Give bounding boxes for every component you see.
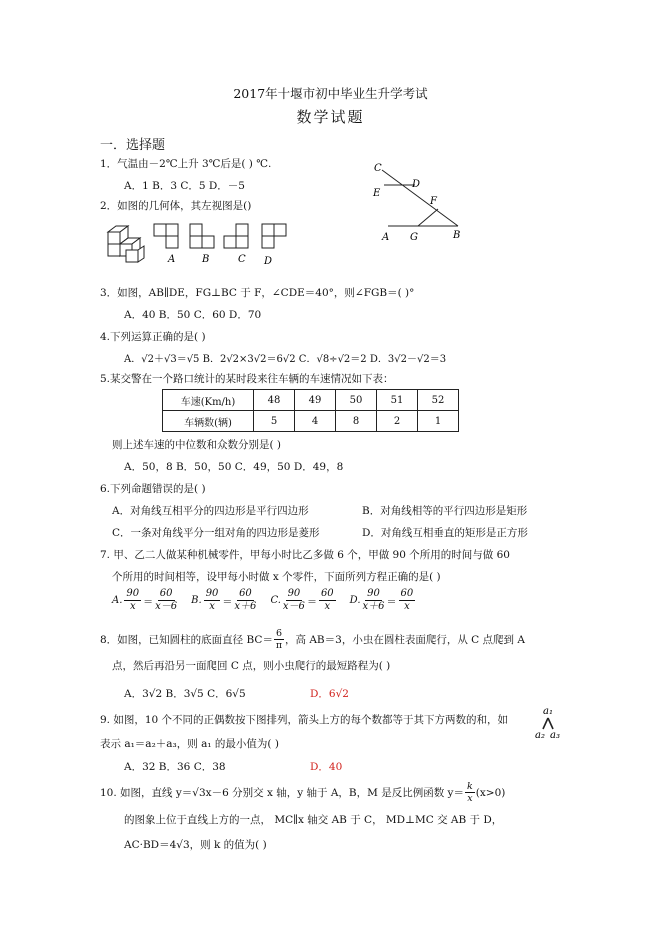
fraction-numerator: 60 <box>400 588 414 599</box>
diagram-a2: a₂ <box>535 730 545 741</box>
fraction-numerator: 60 <box>320 588 334 599</box>
question-7-option <box>112 588 177 613</box>
question-10-text-a: 10. 如图，直线 y＝√3x－6 分别交 x 轴，y 轴于 A，B，M 是反比例函数 y＝ <box>100 787 464 799</box>
question-5: 5.某交警在一个路口统计的某时段来往车辆的车速情况如下表： <box>100 373 394 385</box>
fraction <box>204 588 221 613</box>
question-3-options: A．40 B．50 C．60 D．70 <box>124 309 262 321</box>
table-row <box>163 390 459 411</box>
option-a-label: A <box>168 254 176 265</box>
table-cell: 车速(Km/h) <box>163 390 254 411</box>
question-8-options: A．3√2 B．3√5 C．6√5 <box>124 688 246 700</box>
fraction <box>319 588 336 613</box>
label-d: D <box>412 179 421 190</box>
question-8-text-b: ，高 AB＝3，小虫在圆柱表面爬行，从 C 点爬到 A <box>285 634 525 646</box>
question-6: 6.下列命题错误的是( ) <box>100 483 206 495</box>
label-a: A <box>382 232 390 243</box>
table-cell: 51 <box>377 390 418 411</box>
question-6-option-b: B．对角线相等的平行四边形是矩形 <box>362 505 528 517</box>
view-option-a <box>154 224 178 248</box>
fraction-numerator: 90 <box>367 588 380 599</box>
question-5-follow: 则上述车速的中位数和众数分别是( ) <box>112 439 282 451</box>
fraction-numerator: 60 <box>239 588 252 599</box>
label-e: E <box>373 188 381 199</box>
table-cell: 2 <box>377 411 418 432</box>
fraction-numerator: 90 <box>205 588 219 599</box>
question-7: 7. 甲、乙二人做某种机械零件，甲每小时比乙多做 6 个，甲做 90 个所用的时间与做 60 <box>100 549 510 561</box>
table-cell: 5 <box>254 411 295 432</box>
fraction-denominator: x <box>467 793 473 804</box>
fraction <box>283 588 305 613</box>
question-9-diagram <box>534 704 564 740</box>
fraction-denominator: x＋6 <box>234 601 257 612</box>
question-6-option-c: C．一条对角线平分一组对角的四边形是菱形 <box>112 527 320 539</box>
fraction <box>234 588 256 613</box>
fraction-denominator: x <box>324 601 331 612</box>
label-c: C <box>374 163 382 174</box>
option-letter: C. <box>270 595 281 606</box>
table-cell: 52 <box>418 390 459 411</box>
question-10 <box>100 781 505 804</box>
question-7-line2: 个所用的时间相等，设甲每小时做 x 个零件，下面所列方程正确的是( ) <box>112 571 441 583</box>
question-9: 9. 如图，10 个不同的正偶数按下图排列，箭头上方的每个数都等于其下方两数的和，如 <box>100 714 509 726</box>
option-letter: A. <box>112 595 123 606</box>
question-10-line3: AC·BD＝4√3，则 k 的值为( ) <box>124 839 267 851</box>
question-1-options: A．1 B．3 C．5 D．－5 <box>124 180 245 192</box>
cubes-solid <box>108 226 144 262</box>
speed-table <box>162 389 459 432</box>
fraction-numerator: 60 <box>159 588 173 599</box>
label-g: G <box>410 232 418 243</box>
question-4-options: A．√2＋√3＝√5 B．2√2×3√2＝6√2 C．√8÷√2＝2 D．3√2－√2＝3 <box>124 354 447 365</box>
equals-sign: ＝ <box>222 597 233 608</box>
table-cell: 49 <box>295 390 336 411</box>
fraction <box>155 588 177 613</box>
fraction-numerator: 90 <box>287 588 301 599</box>
table-cell: 1 <box>418 411 459 432</box>
view-option-c <box>224 224 248 248</box>
question-10-line2: 的图象上位于直线上方的一点， MC∥x 轴交 AB 于 C， MD⊥MC 交 AB 于 D， <box>124 814 503 826</box>
fraction-denominator: x＋6 <box>362 601 385 612</box>
question-7-option <box>191 588 256 613</box>
section-heading: 一．选择题 <box>100 138 166 153</box>
fraction-denominator: x <box>129 601 136 612</box>
fraction <box>465 781 475 804</box>
equals-sign: ＝ <box>306 597 317 608</box>
label-f: F <box>430 196 437 207</box>
diagram-a1: a₁ <box>543 706 553 717</box>
question-7-option <box>270 588 335 613</box>
option-letter: B. <box>191 595 202 606</box>
line-fg <box>418 209 438 226</box>
question-1: 1．气温由－2℃上升 3℃后是( ) ℃. <box>100 158 272 170</box>
question-8-answer: D．6√2 <box>310 688 349 700</box>
table-cell: 50 <box>336 390 377 411</box>
view-option-b <box>190 224 214 248</box>
fraction-numerator: 6 <box>275 628 283 639</box>
question-8-text-a: 8．如图，已知圆柱的底面直径 BC＝ <box>100 634 273 646</box>
table-cell: 8 <box>336 411 377 432</box>
question-7-option <box>350 588 416 613</box>
question-7-options <box>112 588 415 613</box>
fraction <box>399 588 416 613</box>
fraction-denominator: x <box>404 601 410 612</box>
question-9-answer: D．40 <box>310 761 343 773</box>
exam-subtitle: 数学试题 <box>296 108 365 126</box>
question-9-options: A．32 B．36 C．38 <box>124 761 226 773</box>
table-cell: 车辆数(辆) <box>163 411 254 432</box>
fraction-denominator: x <box>209 601 215 612</box>
fraction-denominator: π <box>275 640 283 651</box>
question-2-figure <box>106 218 306 270</box>
diagram-a3: a₃ <box>550 730 560 741</box>
question-6-option-d: D．对角线互相垂直的矩形是正方形 <box>362 527 528 539</box>
table-row <box>163 411 459 432</box>
question-4: 4.下列运算正确的是( ) <box>100 331 206 343</box>
question-2: 2．如图的几何体，其左视图是() <box>100 200 252 212</box>
question-6-option-a: A．对角线互相平分的四边形是平行四边形 <box>112 505 309 517</box>
equals-sign: ＝ <box>143 597 154 608</box>
label-b: B <box>453 230 461 241</box>
fraction <box>363 588 385 613</box>
question-5-options: A．50，8 B．50，50 C．49，50 D．49，8 <box>124 461 344 473</box>
fraction-denominator: x－6 <box>282 601 305 612</box>
exam-title: 2017年十堰市初中毕业生升学考试 <box>233 86 428 101</box>
fraction-numerator: 90 <box>126 588 140 599</box>
option-c-label: C <box>238 254 246 265</box>
view-option-d <box>262 224 286 248</box>
table-cell: 4 <box>295 411 336 432</box>
fraction <box>274 628 284 651</box>
question-3-figure <box>360 160 470 245</box>
question-8-line2: 点，然后再沿另一面爬回 C 点，则小虫爬行的最短路程为( ) <box>112 660 391 672</box>
question-10-text-b: (x>0) <box>475 786 506 799</box>
fraction-denominator: x－6 <box>155 601 178 612</box>
option-d-label: D <box>264 256 273 267</box>
question-8 <box>100 628 525 651</box>
equals-sign: ＝ <box>386 597 397 608</box>
table-cell: 48 <box>254 390 295 411</box>
question-9-line2: 表示 a₁＝a₂＋a₃，则 a₁ 的最小值为( ) <box>100 738 279 750</box>
fraction-numerator: k <box>466 781 473 792</box>
fraction <box>124 588 141 613</box>
question-3: 3．如图，AB∥DE，FG⊥BC 于 F，∠CDE＝40°，则∠FGB＝( )° <box>100 287 415 299</box>
option-letter: D. <box>349 595 361 606</box>
option-b-label: B <box>202 254 210 265</box>
